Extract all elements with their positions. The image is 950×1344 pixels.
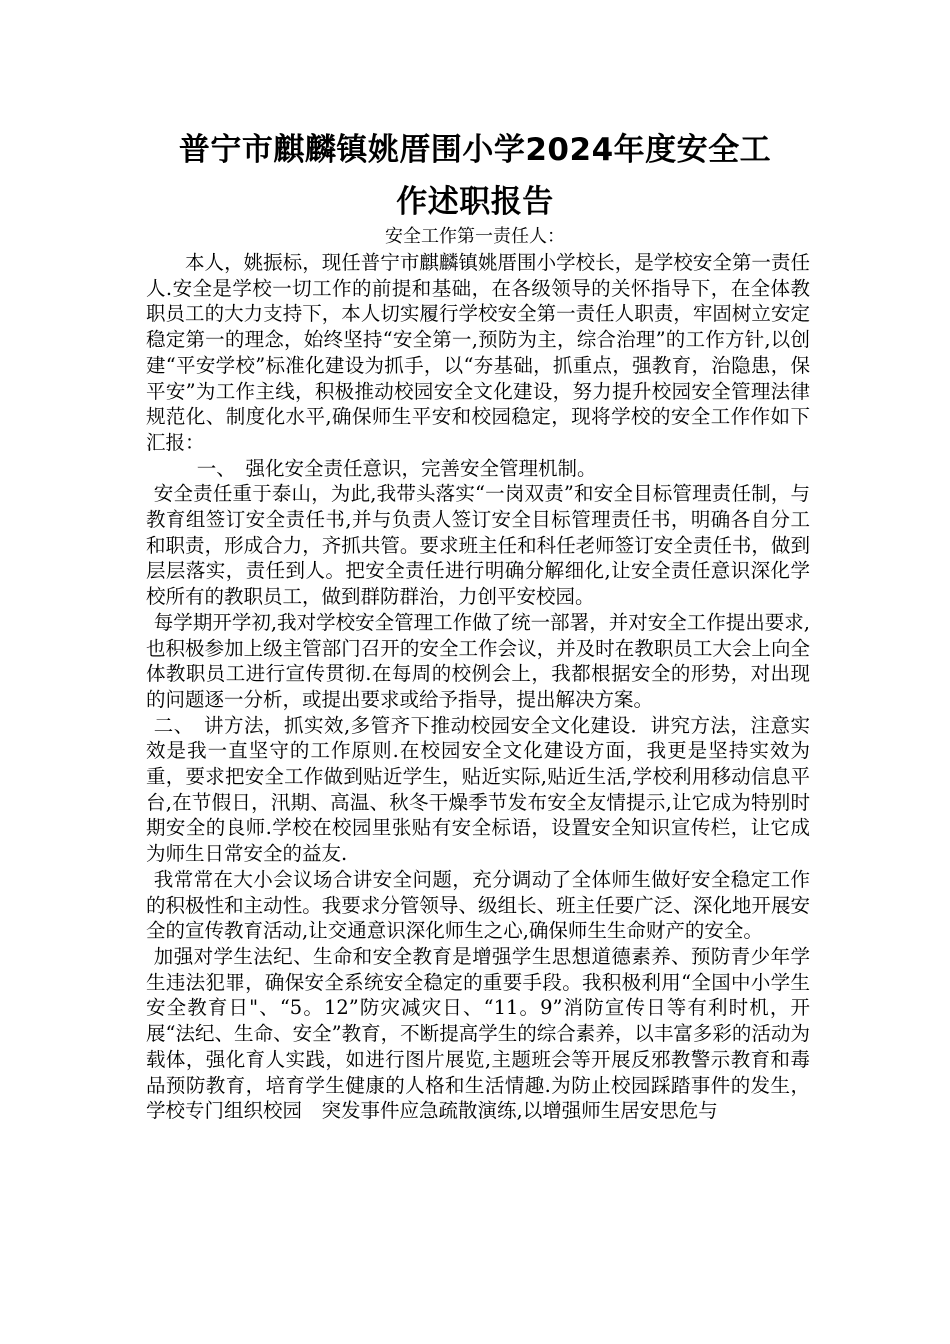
section-heading-1: 一、 强化安全责任意识，完善安全管理机制。 [196, 456, 597, 480]
paragraph-responsibility: 安全责任重于泰山，为此,我带头落实“一岗双责”和安全目标管理责任制，与教育组签订安全责任书,并与负责人签订安全目标管理责任书，明确各自分工和职责，形成合力，齐抓共管。要求班主任和科任老师签订安全责任书，做到层层落实，责任到人。把安全责任进行明确分解细化,让安全责任意识深化学校所有的教职员工，做到群防群治，力创平安校园。 [146, 482, 810, 609]
document-title-line-1: 普宁市麒麟镇姚厝围小学2024年度安全工 [178, 132, 772, 168]
section-heading-2: 二、 讲方法，抓实效,多管齐下推动校园安全文化建设．讲究方法，注意实效是我一直坚守的工作原则.在校园安全文化建设方面，我更是坚持实效为重，要求把安全工作做到贴近学生，贴近实际,贴近生活,学校利用移动信息平台,在节假日，汛期、高温、秋冬干燥季节发布安全友情提示,让它成为特别时期安全的良师.学校在校园里张贴有安全标语，设置安全知识宣传栏，让它成为师生日常安全的益友. [146, 713, 810, 866]
paragraph-education: 加强对学生法纪、生命和安全教育是增强学生思想道德素养、预防青少年学生违法犯罪，确保安全系统安全稳定的重要手段。我积极利用“全国中小学生安全教育日"、“5。12”防灾减灾日、“11。9”消防宣传日等有利时机，开展“法纪、生命、安全”教育，不断提高学生的综合素养，以丰富多彩的活动为载体，强化育人实践，如进行图片展览,主题班会等开展反邪教警示教育和毒品预防教育，培育学生健康的人格和生活情趣.为防止校园踩踏事件的发生，学校专门组织校园 突发事件应急疏散演练,以增强师生居安思危与 [146, 944, 810, 1123]
paragraph-intro: 本人，姚振标，现任普宁市麒麟镇姚厝围小学校长，是学校安全第一责任人.安全是学校一切工作的前提和基础，在各级领导的关怀指导下，在全体教职员工的大力支持下，本人切实履行学校安全第一责任人职责，牢固树立安定稳定第一的理念，始终坚持“安全第一,预防为主，综合治理”的工作方针,以创建“平安学校”标准化建设为抓手，以“夯基础，抓重点，强教育，治隐患，保平安”为工作主线，积极推动校园安全文化建设，努力提升校园安全管理法律规范化、制度化水平,确保师生平安和校园稳定，现将学校的安全工作作如下汇报： [146, 251, 810, 454]
document-subtitle: 安全工作第一责任人： [385, 226, 565, 247]
paragraph-semester: 每学期开学初,我对学校安全管理工作做了统一部署，并对安全工作提出要求,也积极参加上级主管部门召开的安全工作会议，并及时在教职员工大会上向全体教职员工进行宣传贯彻.在每周的校例会上，我都根据安全的形势，对出现的问题逐一分析，或提出要求或给予指导，提出解决方案。 [146, 610, 810, 711]
document-title-line-2: 作述职报告 [396, 184, 554, 220]
document-body [146, 250, 810, 1124]
paragraph-meetings: 我常常在大小会议场合讲安全问题，充分调动了全体师生做好安全稳定工作的积极性和主动性。我要求分管领导、级组长、班主任要广泛、深化地开展安全的宣传教育活动,让交通意识深化师生之心,确保师生生命财产的安全。 [146, 867, 810, 943]
